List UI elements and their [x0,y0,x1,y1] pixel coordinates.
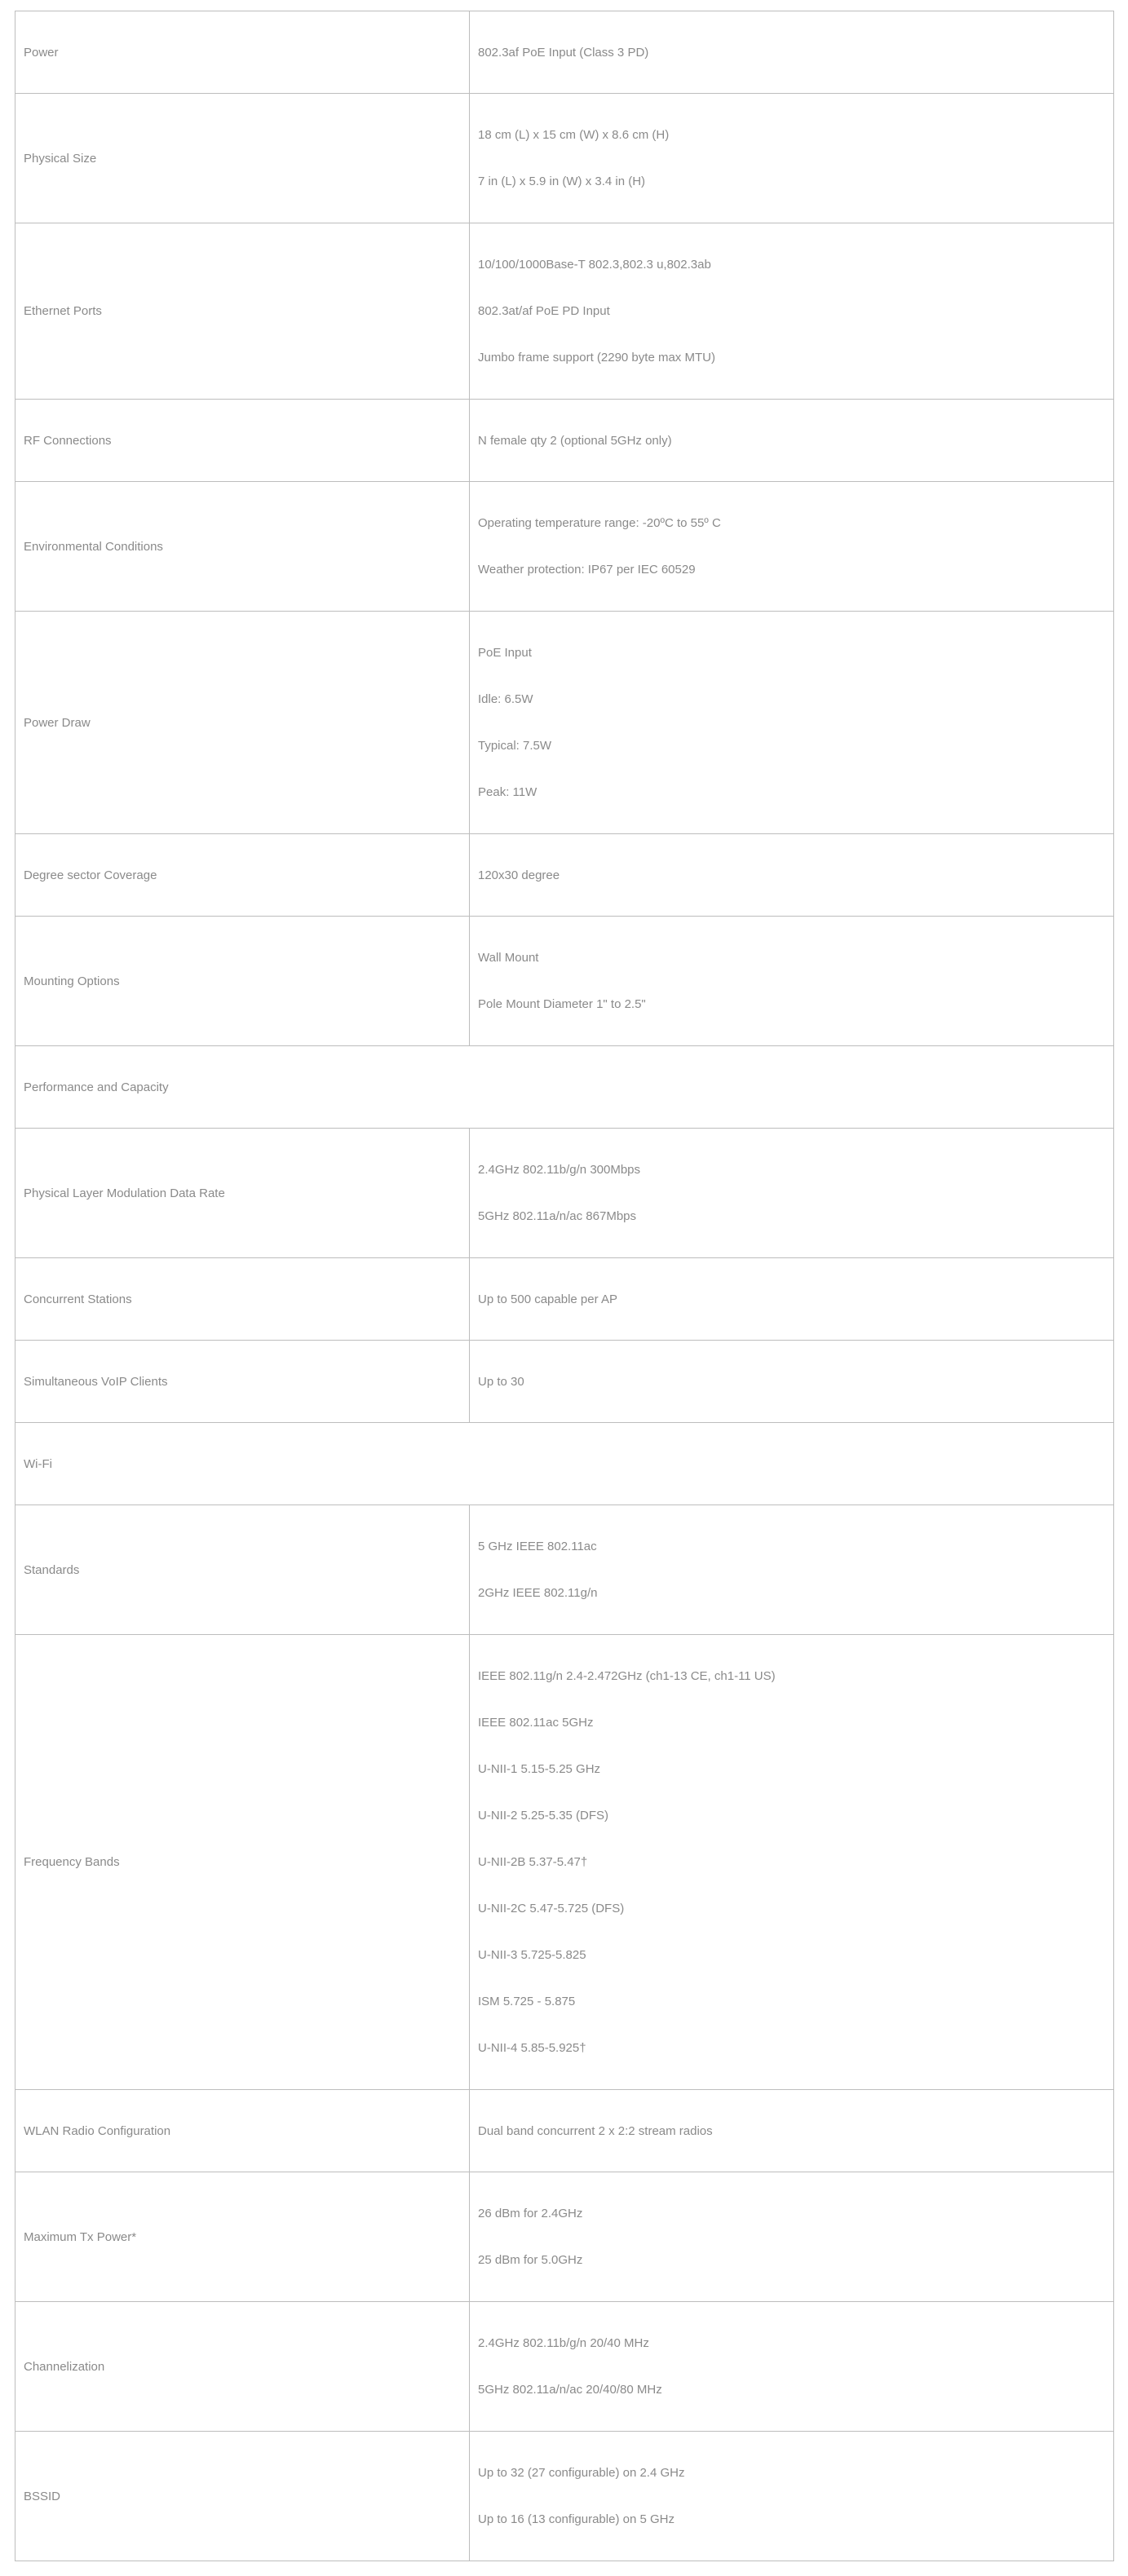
section-header-row [15,1046,1114,1129]
spec-value: ISM 5.725 - 5.875 [478,1995,576,2008]
spec-value: Wall Mount [478,951,539,965]
spec-table-body [15,11,1114,2561]
spec-value-cell [470,612,1114,834]
spec-value-cell [470,2090,1114,2172]
spec-value-cell [470,1635,1114,2090]
spec-value: 7 in (L) x 5.9 in (W) x 3.4 in (H) [478,175,646,188]
spec-value: 802.3af PoE Input (Class 3 PD) [478,45,649,60]
spec-value: 2.4GHz 802.11b/g/n 20/40 MHz [478,2336,649,2350]
spec-value-cell [470,482,1114,612]
spec-value: 2.4GHz 802.11b/g/n 300Mbps [478,1163,641,1177]
spec-value: 2GHz IEEE 802.11g/n [478,1586,598,1600]
spec-label: Frequency Bands [15,1635,470,2090]
spec-label: Ethernet Ports [15,223,470,400]
spec-label: Physical Size [15,94,470,223]
section-header: Wi-Fi [15,1423,1114,1505]
spec-value-cell [470,11,1114,94]
spec-row [15,2172,1114,2302]
spec-label: Environmental Conditions [15,482,470,612]
spec-value: U-NII-3 5.725-5.825 [478,1948,586,1962]
section-header: Performance and Capacity [15,1046,1114,1129]
spec-label: Power [15,11,470,94]
spec-value: Peak: 11W [478,785,537,799]
spec-value: U-NII-4 5.85-5.925† [478,2041,586,2055]
spec-row [15,2090,1114,2172]
spec-value: IEEE 802.11g/n 2.4-2.472GHz (ch1-13 CE, ch1-11 US) [478,1669,776,1683]
spec-label: BSSID [15,2432,470,2561]
spec-value-cell [470,1505,1114,1635]
spec-value-cell [470,1258,1114,1341]
spec-label: Maximum Tx Power* [15,2172,470,2302]
spec-value: U-NII-2 5.25-5.35 (DFS) [478,1809,609,1823]
spec-label: Degree sector Coverage [15,834,470,917]
spec-value: U-NII-2C 5.47-5.725 (DFS) [478,1902,625,1915]
spec-value-cell [470,1129,1114,1258]
spec-row [15,834,1114,917]
spec-row [15,1258,1114,1341]
spec-row [15,2432,1114,2561]
spec-row [15,11,1114,94]
spec-value: Typical: 7.5W [478,739,552,753]
spec-label: RF Connections [15,400,470,482]
spec-value-cell [470,223,1114,400]
spec-label: Standards [15,1505,470,1635]
spec-value: Operating temperature range: -20ºC to 55º C [478,516,721,530]
spec-row [15,917,1114,1046]
spec-value: Up to 30 [478,1374,524,1389]
spec-value: 26 dBm for 2.4GHz [478,2207,583,2220]
spec-value-cell [470,94,1114,223]
spec-label: Concurrent Stations [15,1258,470,1341]
spec-label: Simultaneous VoIP Clients [15,1341,470,1423]
spec-value: 5GHz 802.11a/n/ac 20/40/80 MHz [478,2383,662,2397]
spec-row [15,400,1114,482]
spec-value: U-NII-1 5.15-5.25 GHz [478,1762,601,1776]
spec-value: N female qty 2 (optional 5GHz only) [478,433,672,448]
spec-value-cell [470,400,1114,482]
spec-value: Up to 500 capable per AP [478,1292,617,1306]
spec-value-cell [470,1341,1114,1423]
spec-value: Dual band concurrent 2 x 2:2 stream radios [478,2123,713,2138]
spec-value-cell [470,834,1114,917]
spec-value: Up to 32 (27 configurable) on 2.4 GHz [478,2466,685,2480]
spec-row [15,1635,1114,2090]
spec-label: WLAN Radio Configuration [15,2090,470,2172]
spec-value: 25 dBm for 5.0GHz [478,2253,583,2267]
spec-value: IEEE 802.11ac 5GHz [478,1716,594,1730]
spec-table [15,11,1114,2561]
spec-value-cell [470,2172,1114,2302]
spec-value-cell [470,917,1114,1046]
spec-row [15,612,1114,834]
spec-value: PoE Input [478,646,532,660]
spec-row [15,482,1114,612]
spec-row [15,223,1114,400]
spec-value: Up to 16 (13 configurable) on 5 GHz [478,2512,675,2526]
spec-value: Idle: 6.5W [478,692,533,706]
spec-value: Weather protection: IP67 per IEC 60529 [478,563,696,577]
spec-value: 120x30 degree [478,868,560,882]
spec-value: 10/100/1000Base-T 802.3,802.3 u,802.3ab [478,258,711,272]
spec-value: U-NII-2B 5.37-5.47† [478,1855,588,1869]
spec-row [15,1505,1114,1635]
spec-value: 802.3at/af PoE PD Input [478,304,610,318]
spec-row [15,1341,1114,1423]
spec-label: Mounting Options [15,917,470,1046]
spec-value: 5 GHz IEEE 802.11ac [478,1540,597,1553]
spec-row [15,1129,1114,1258]
spec-label: Channelization [15,2302,470,2432]
spec-value: Pole Mount Diameter 1" to 2.5" [478,997,646,1011]
spec-value: 5GHz 802.11a/n/ac 867Mbps [478,1209,637,1223]
spec-row [15,2302,1114,2432]
section-header-row [15,1423,1114,1505]
spec-label: Power Draw [15,612,470,834]
spec-row [15,94,1114,223]
spec-label: Physical Layer Modulation Data Rate [15,1129,470,1258]
spec-value-cell [470,2432,1114,2561]
spec-value: Jumbo frame support (2290 byte max MTU) [478,351,715,365]
spec-value-cell [470,2302,1114,2432]
spec-value: 18 cm (L) x 15 cm (W) x 8.6 cm (H) [478,128,670,142]
